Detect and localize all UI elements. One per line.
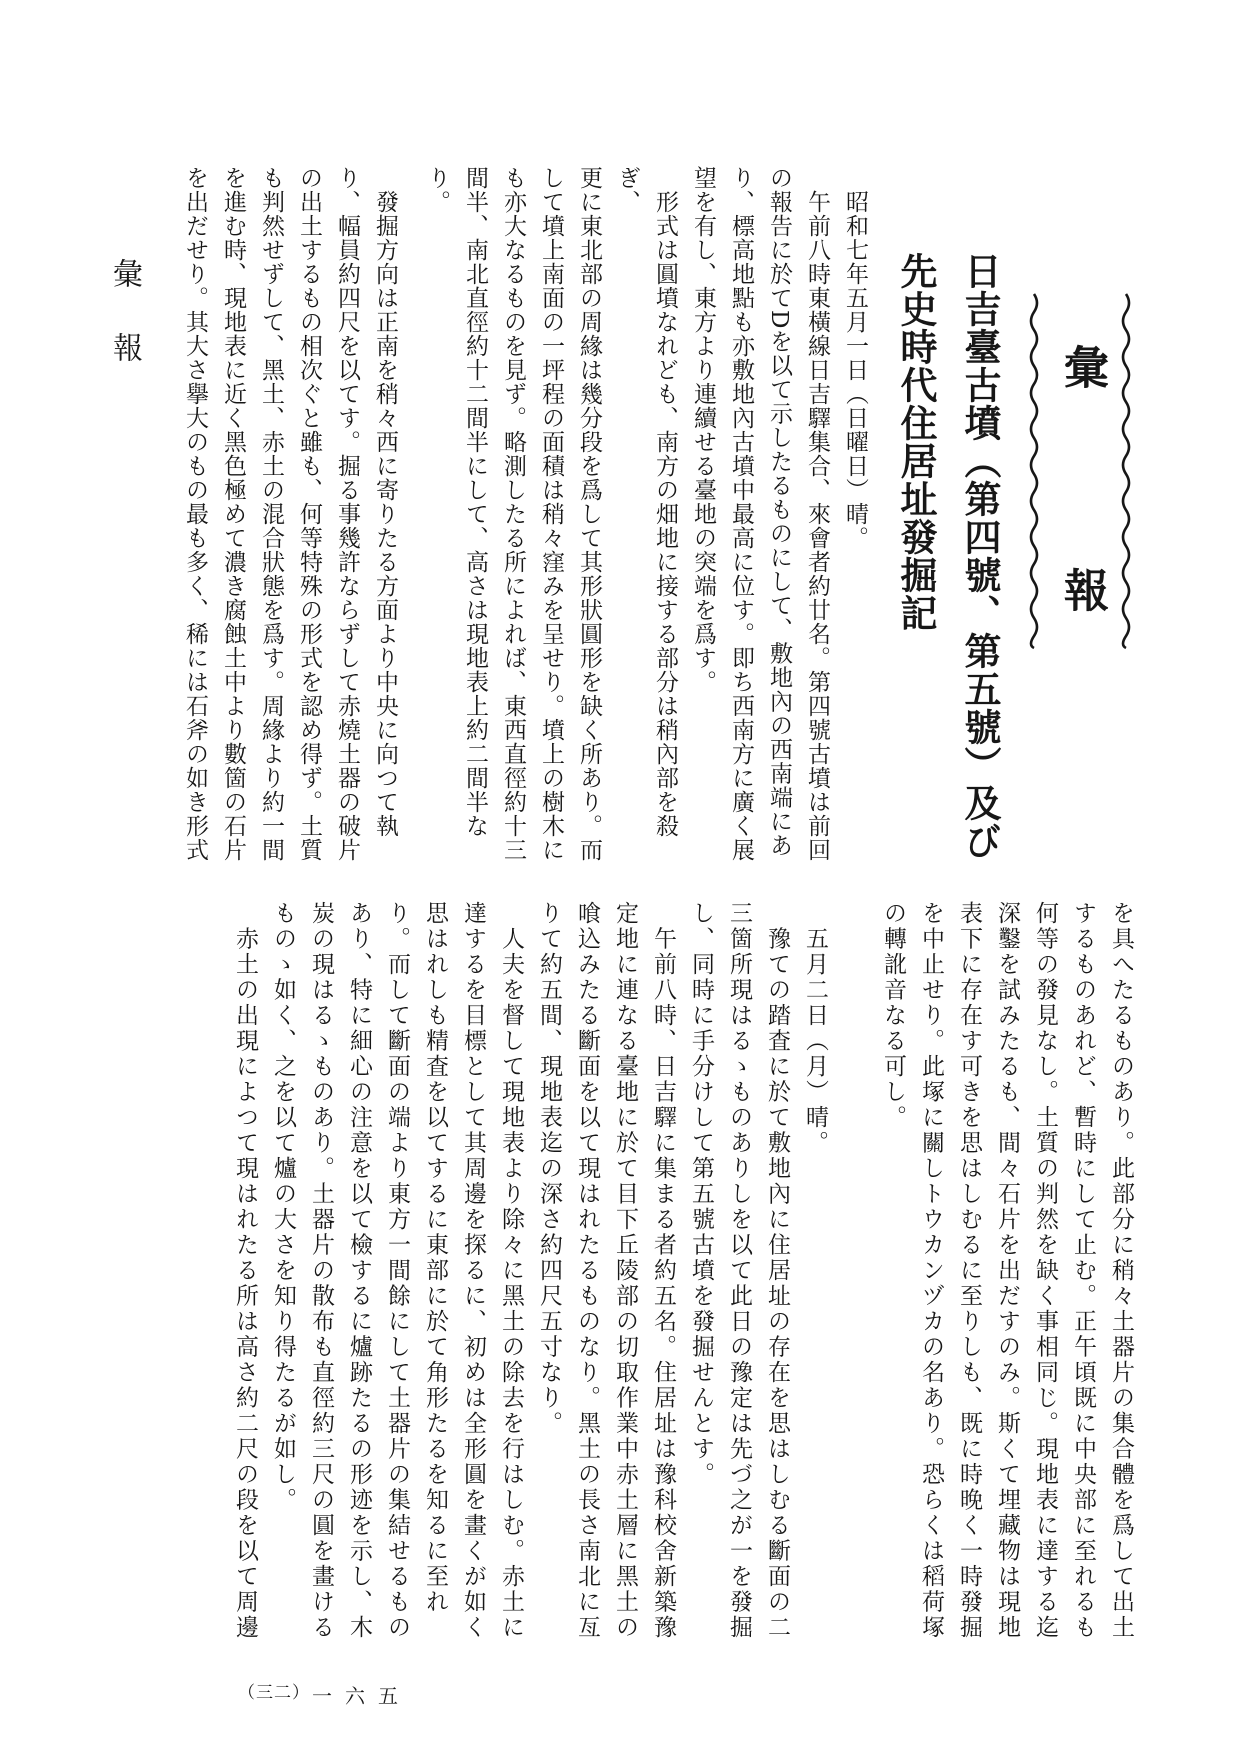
text-column: 炭の現はるゝものあり。土器片の散布も直徑約三尺の圓を畫ける <box>308 901 334 1641</box>
text-column: 豫ての踏査に於て敷地內に住居址の存在を思はしむる斷面の二 <box>764 901 790 1641</box>
text-column: 午前八時東橫線日吉驛集合、來會者約廿名。第四號古墳は前回 <box>804 166 830 862</box>
text-column: 間半、南北直徑約十二間半にして、高さは現地表上約二間半な <box>462 166 488 838</box>
text-column: 達するを目標として其周邊を探るに、初めは全形圓を畫くが如く <box>460 901 486 1641</box>
text-column-date: 五月二日（月）晴。 <box>802 901 828 1156</box>
text-column: ものゝ如く、之を以て爐の大さを知り得たるが如し。 <box>270 901 296 1513</box>
text-column: して墳上南面の一坪程の面積は稍々窪みを呈せり。墳上の樹木に <box>538 166 564 862</box>
footer-page-number: 一六五 <box>312 1684 411 1708</box>
lower-text-block <box>224 901 1140 1673</box>
article-title <box>884 252 1012 902</box>
text-column: を進む時、現地表に近く黑色極めて濃き腐蝕土中より數箇の石片 <box>220 166 246 862</box>
upper-text-block <box>182 166 874 880</box>
article-title-line1: 日吉臺古墳（第四號、第五號）及び <box>958 252 1002 860</box>
margin-section-label: 彙報 <box>107 258 142 362</box>
text-column: 形式は圓墳なれども、南方の畑地に接する部分は稍內部を殺ぎ、 <box>614 166 678 838</box>
text-column: 何等の發見なし。土質の判然を缺く事相同じ。現地表に達する迄 <box>1032 901 1058 1641</box>
text-column: の出土するもの相次ぐと雖も、何等特殊の形式を認め得ず。土質 <box>296 166 322 862</box>
text-column: 發掘方向は正南を稍々西に寄りたる方面より中央に向つて執 <box>372 166 398 838</box>
text-column: り、幅員約四尺を以てす。掘る事幾許ならずして赤燒土器の破片 <box>334 166 360 862</box>
text-column: も亦大なるものを見ず。略測したる所によれば、東西直徑約十三 <box>500 166 526 862</box>
text-column: を具へたるものあり。此部分に稍々土器片の集合體を爲して出土 <box>1108 901 1134 1641</box>
wavy-rule-left-icon <box>1028 292 1040 650</box>
text-column: 望を有し、東方より連續せる臺地の突端を爲す。 <box>690 166 716 694</box>
text-column: 更に東北部の周緣は幾分段を爲して其形狀圓形を缺く所あり。而 <box>576 166 602 862</box>
text-column: 深鑿を試みたるも、間々石片を出だすのみ。斯くて埋藏物は現地 <box>994 901 1020 1641</box>
text-column: り、標高地點も亦敷地內古墳中最高に位す。即ち西南方に廣く展 <box>728 166 754 862</box>
text-column: を中止せり。此塚に關しトウカンヅカの名あり。恐らくは稻荷塚 <box>918 901 944 1641</box>
text-column: 表下に存在す可きを思はしむるに至りしも、既に時晚く一時發掘 <box>956 901 982 1641</box>
text-column: 定地に連なる臺地に於て目下丘陵部の切取作業中赤土層に黑土の <box>612 901 638 1641</box>
text-column: 喰込みたる斷面を以て現はれたるものなり。黑土の長さ南北に亙 <box>574 901 600 1641</box>
text-column: 午前八時、日吉驛に集まる者約五名。住居址は豫科校舍新築豫 <box>650 901 676 1641</box>
text-column: 赤土の出現によつて現はれたる所は高さ約二尺の段を以て周邊 <box>232 901 258 1641</box>
text-column: 人夫を督して現地表より除々に黑土の除去を行はしむ。赤土に <box>498 901 524 1641</box>
text-column: 思はれしも精査を以てするに東部に於て角形たるを知るに至れ <box>422 901 448 1615</box>
text-column: の轉訛音なる可し。 <box>880 901 906 1131</box>
text-column: り。 <box>424 166 450 214</box>
text-column: あり、特に細心の注意を以て檢するに爐跡たるの形迹を示し、木 <box>346 901 372 1641</box>
text-column: 三箇所現はるゝものありしを以て此日の豫定は先づ之が一を發掘 <box>726 901 752 1641</box>
text-column: するものあれど、暫時にして止む。正午頃既に中央部に至れるも <box>1070 901 1096 1641</box>
text-column: を出だせり。其大さ擧大のもの最も多く、稀には石斧の如き形式 <box>182 166 208 862</box>
wavy-rule-right-icon <box>1120 292 1132 650</box>
text-column: の報告に於てDを以て示したるものにして、敷地內の西南端にあ <box>766 166 792 858</box>
text-column: りて約五間、現地表迄の深さ約四尺五寸なり。 <box>536 901 562 1437</box>
footer-issue-marker: （三二） <box>238 1683 310 1703</box>
text-column: り。而して斷面の端より東方一間餘にして土器片の集結せるもの <box>384 901 410 1641</box>
text-column: も判然せずして、黑土、赤土の混合狀態を爲す。周緣より約一間 <box>258 166 284 862</box>
article-title-line2: 先史時代住居址發掘記 <box>894 252 938 632</box>
section-heading: 彙報 <box>1056 344 1109 612</box>
text-column: 昭和七年五月一日（日曜日）晴。 <box>842 166 868 550</box>
masthead <box>1026 292 1134 650</box>
text-column: し、同時に手分けして第五號古墳を發掘せんとす。 <box>688 901 714 1488</box>
